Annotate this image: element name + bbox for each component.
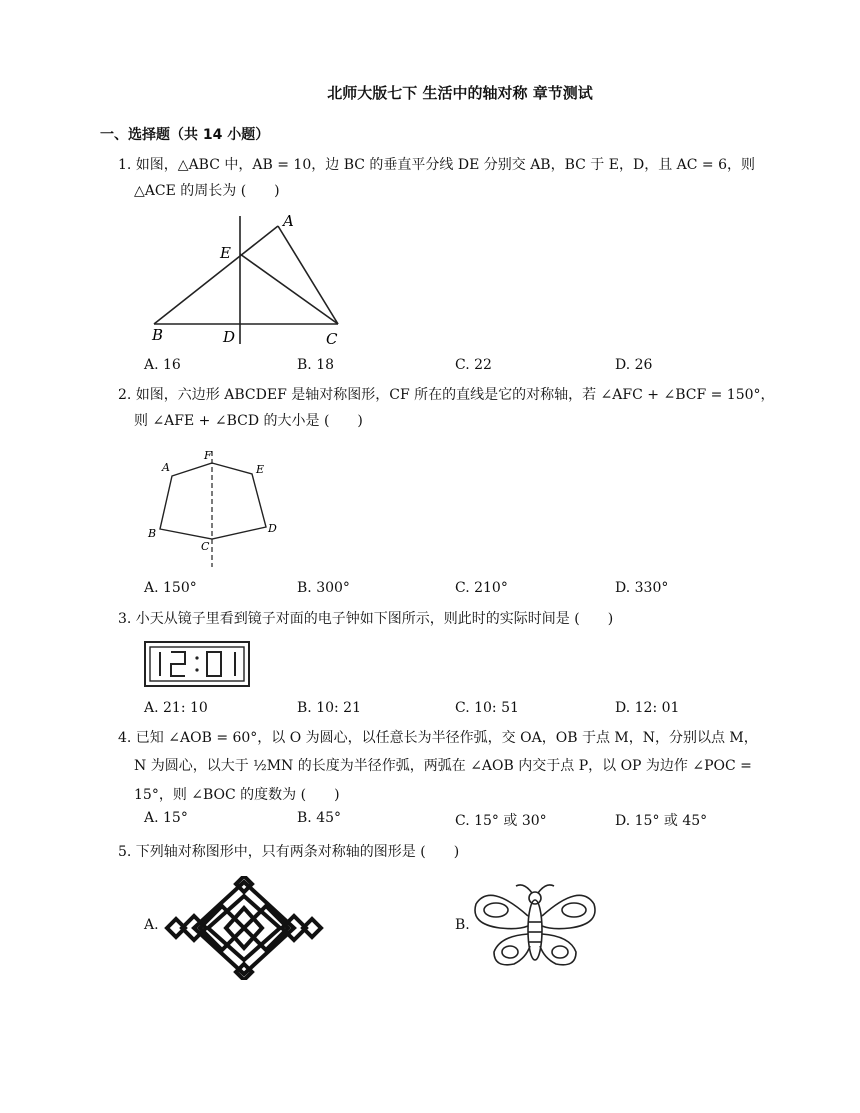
question-2-line-1: 2. 如图，六边形 ABCDEF 是轴对称图形，CF 所在的直线是它的对称轴，若 ∠AFC + ∠BCF = 150°， [118, 387, 775, 403]
question-3-line-1: 3. 小天从镜子里看到镜子对面的电子钟如下图所示，则此时的实际时间是 ( ) [118, 611, 614, 627]
label-D: D [223, 328, 236, 346]
q4-option-a[interactable]: A. 15° [144, 810, 188, 826]
q1-option-d[interactable]: D. 26 [615, 357, 653, 373]
label-A: A [162, 461, 170, 474]
label-A: A [283, 212, 294, 230]
triangle-figure [140, 210, 360, 350]
knot-pattern-figure [164, 876, 324, 980]
q4-option-d[interactable]: D. 15° 或 45° [615, 813, 708, 829]
question-4-line-3: 15°，则 ∠BOC 的度数为 ( ) [134, 787, 340, 803]
question-4-line-2: N 为圆心，以大于 ½MN 的长度为半径作弧，两弧在 ∠AOB 内交于点 P，以 OP 为边作 ∠POC = [134, 758, 752, 774]
q4-option-c[interactable]: C. 15° 或 30° [455, 813, 547, 829]
label-B: B [152, 326, 164, 344]
label-F: F [204, 449, 212, 462]
q4-option-b[interactable]: B. 45° [297, 810, 342, 826]
question-2-line-2: 则 ∠AFE + ∠BCD 的大小是 ( ) [134, 413, 363, 429]
section-heading: 一、选择题（共 14 小题） [100, 127, 270, 143]
q1-option-a[interactable]: A. 16 [144, 357, 181, 373]
label-B: B [148, 527, 157, 540]
q3-option-c[interactable]: C. 10: 51 [455, 700, 519, 716]
q2-option-a[interactable]: A. 150° [144, 580, 197, 596]
butterfly-figure [470, 880, 600, 972]
q1-option-b[interactable]: B. 18 [297, 357, 335, 373]
question-1-line-2: △ACE 的周长为 ( ) [134, 183, 280, 199]
q5-option-b[interactable]: B. [455, 917, 470, 933]
q1-option-c[interactable]: C. 22 [455, 357, 492, 373]
q3-option-b[interactable]: B. 10: 21 [297, 700, 361, 716]
question-4-line-1: 4. 已知 ∠AOB = 60°，以 O 为圆心，以任意长为半径作弧，交 OA，OB 于点 M，N，分别以点 M， [118, 730, 758, 746]
label-C: C [326, 330, 338, 348]
page-title: 北师大版七下 生活中的轴对称 章节测试 [327, 84, 593, 102]
mirror-clock-figure [143, 640, 253, 690]
label-C: C [201, 540, 210, 553]
q2-option-c[interactable]: C. 210° [455, 580, 508, 596]
hexagon-figure [140, 443, 290, 573]
question-5-line-1: 5. 下列轴对称图形中，只有两条对称轴的图形是 ( ) [118, 844, 460, 860]
q3-option-d[interactable]: D. 12: 01 [615, 700, 680, 716]
q2-option-b[interactable]: B. 300° [297, 580, 350, 596]
q3-option-a[interactable]: A. 21: 10 [144, 700, 208, 716]
q5-option-a[interactable]: A. [144, 917, 159, 933]
question-1-line-1: 1. 如图，△ABC 中，AB = 10，边 BC 的垂直平分线 DE 分别交 AB，BC 于 E，D，且 AC = 6，则 [118, 157, 756, 173]
q2-option-d[interactable]: D. 330° [615, 580, 669, 596]
label-E: E [256, 463, 265, 476]
label-D: D [268, 522, 277, 535]
label-E: E [220, 244, 231, 262]
